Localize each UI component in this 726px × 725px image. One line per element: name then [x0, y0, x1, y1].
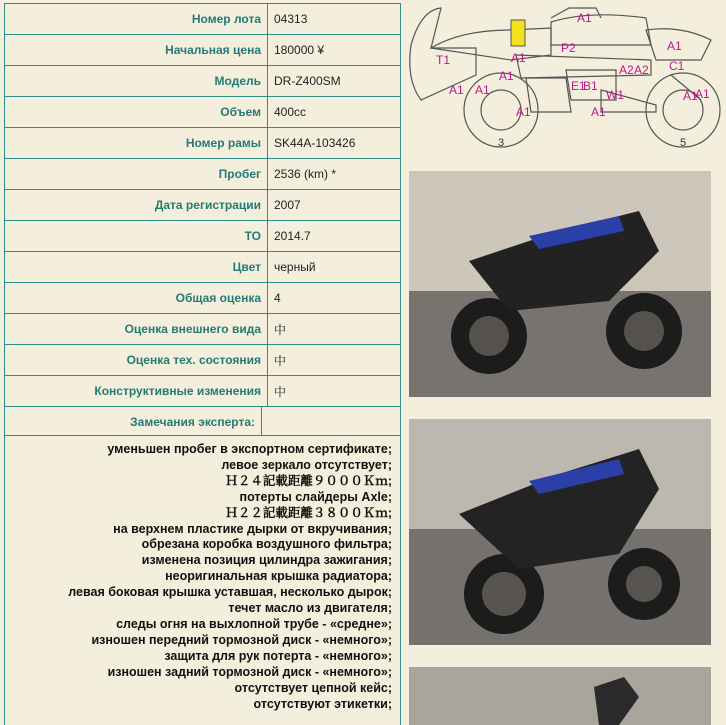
remark-item: защита для рук потерта - «немного»;	[164, 648, 392, 663]
spec-value: 2014.7	[268, 221, 401, 252]
motorcycle-photo-3	[409, 667, 711, 725]
remark-item: отсутствуют этикетки;	[253, 696, 392, 711]
spec-value: 中	[268, 376, 401, 407]
remark-item: течет масло из двигателя;	[228, 601, 392, 616]
damage-mark: B1	[583, 79, 598, 93]
remarks-panel	[4, 436, 401, 725]
lot-spec-table	[4, 3, 401, 407]
spec-row	[5, 283, 401, 314]
motorcycle-photo-2	[409, 419, 711, 645]
remark-item: изменена позиция цилиндра зажигания;	[141, 553, 392, 568]
front-wheel-shape	[646, 73, 720, 147]
damage-mark: E1	[571, 79, 586, 93]
spec-value: 中	[268, 314, 401, 345]
spec-value: 4	[268, 283, 401, 314]
damage-mark: W1	[606, 88, 624, 102]
spec-row	[5, 190, 401, 221]
remark-item: Ｈ２４記載距離９０００Ｋｍ;	[225, 473, 392, 488]
remark-item: изношен передний тормозной диск - «немного»;	[91, 632, 392, 647]
highlight-part	[511, 20, 525, 46]
spec-row	[5, 97, 401, 128]
damage-mark: A1	[475, 83, 490, 97]
spec-row	[5, 252, 401, 283]
damage-mark: A1	[516, 105, 531, 119]
spec-value: 180000 ¥	[268, 35, 401, 66]
spec-row	[5, 345, 401, 376]
tire-rear-label: 3	[497, 137, 505, 149]
remarks-header	[4, 406, 261, 436]
damage-mark: T1	[436, 53, 451, 67]
damage-mark: A1	[683, 89, 698, 103]
spec-value: 2536 (km) *	[268, 159, 401, 190]
spec-row	[5, 66, 401, 97]
remark-item: обрезана коробка воздушного фильтра;	[141, 537, 392, 552]
remarks-title: Замечания эксперта:	[130, 415, 255, 429]
spec-label: Модель	[5, 66, 268, 97]
spec-label: Конструктивные изменения	[5, 376, 268, 407]
remark-item: левая боковая крышка уставшая, несколько дырок;	[68, 585, 392, 600]
spec-value: DR-Z400SM	[268, 66, 401, 97]
remark-item: Ｈ２２記載距離３８００Ｋｍ;	[225, 505, 392, 520]
spec-row	[5, 314, 401, 345]
damage-mark: A1	[577, 11, 592, 25]
spec-label: Пробег	[5, 159, 268, 190]
damage-mark: C1	[669, 59, 685, 73]
spec-label: Оценка внешнего вида	[5, 314, 268, 345]
spec-value: 中	[268, 345, 401, 376]
spec-row	[5, 221, 401, 252]
spec-label: Цвет	[5, 252, 268, 283]
spec-value: SK44A-103426	[268, 128, 401, 159]
spec-value: черный	[268, 252, 401, 283]
damage-mark: A2	[619, 63, 634, 77]
spec-label: Общая оценка	[5, 283, 268, 314]
remark-item: следы огня на выхлопной трубе - «средне»;	[116, 616, 392, 631]
damage-mark: A1	[591, 105, 606, 119]
spec-row	[5, 159, 401, 190]
spec-label: Объем	[5, 97, 268, 128]
damage-mark: A1	[695, 87, 710, 101]
remark-item: уменьшен пробег в экспортном сертификате;	[107, 442, 392, 456]
remarks-list	[5, 442, 392, 712]
remark-item: потерты слайдеры Axle;	[239, 489, 392, 504]
remark-item: левое зеркало отсутствует;	[221, 457, 392, 472]
remark-item: на верхнем пластике дырки от вкручивания;	[113, 521, 392, 536]
damage-mark: A2	[634, 63, 649, 77]
motorcycle-photo-1	[409, 171, 711, 397]
spec-label: Начальная цена	[5, 35, 268, 66]
remark-item: неоригинальная крышка радиатора;	[165, 569, 392, 584]
damage-mark: A1	[511, 51, 526, 65]
spec-value: 04313	[268, 4, 401, 35]
damage-mark: A1	[667, 39, 682, 53]
spec-row	[5, 376, 401, 407]
spec-value: 400cc	[268, 97, 401, 128]
spec-row	[5, 4, 401, 35]
spec-label: ТО	[5, 221, 268, 252]
remark-item: отсутствует цепной кейс;	[234, 680, 392, 695]
damage-mark: A1	[449, 83, 464, 97]
remarks-header-empty-cell	[261, 406, 401, 436]
damage-mark: P2	[561, 41, 576, 55]
tire-front-label: 5	[679, 137, 687, 149]
spec-label: Дата регистрации	[5, 190, 268, 221]
damage-diagram	[401, 0, 726, 152]
remark-item: изношен задний тормозной диск - «немного»;	[107, 664, 392, 679]
damage-mark: A1	[499, 69, 514, 83]
spec-row	[5, 35, 401, 66]
spec-label: Номер рамы	[5, 128, 268, 159]
spec-label: Оценка тех. состояния	[5, 345, 268, 376]
spec-value: 2007	[268, 190, 401, 221]
spec-label: Номер лота	[5, 4, 268, 35]
spec-row	[5, 128, 401, 159]
